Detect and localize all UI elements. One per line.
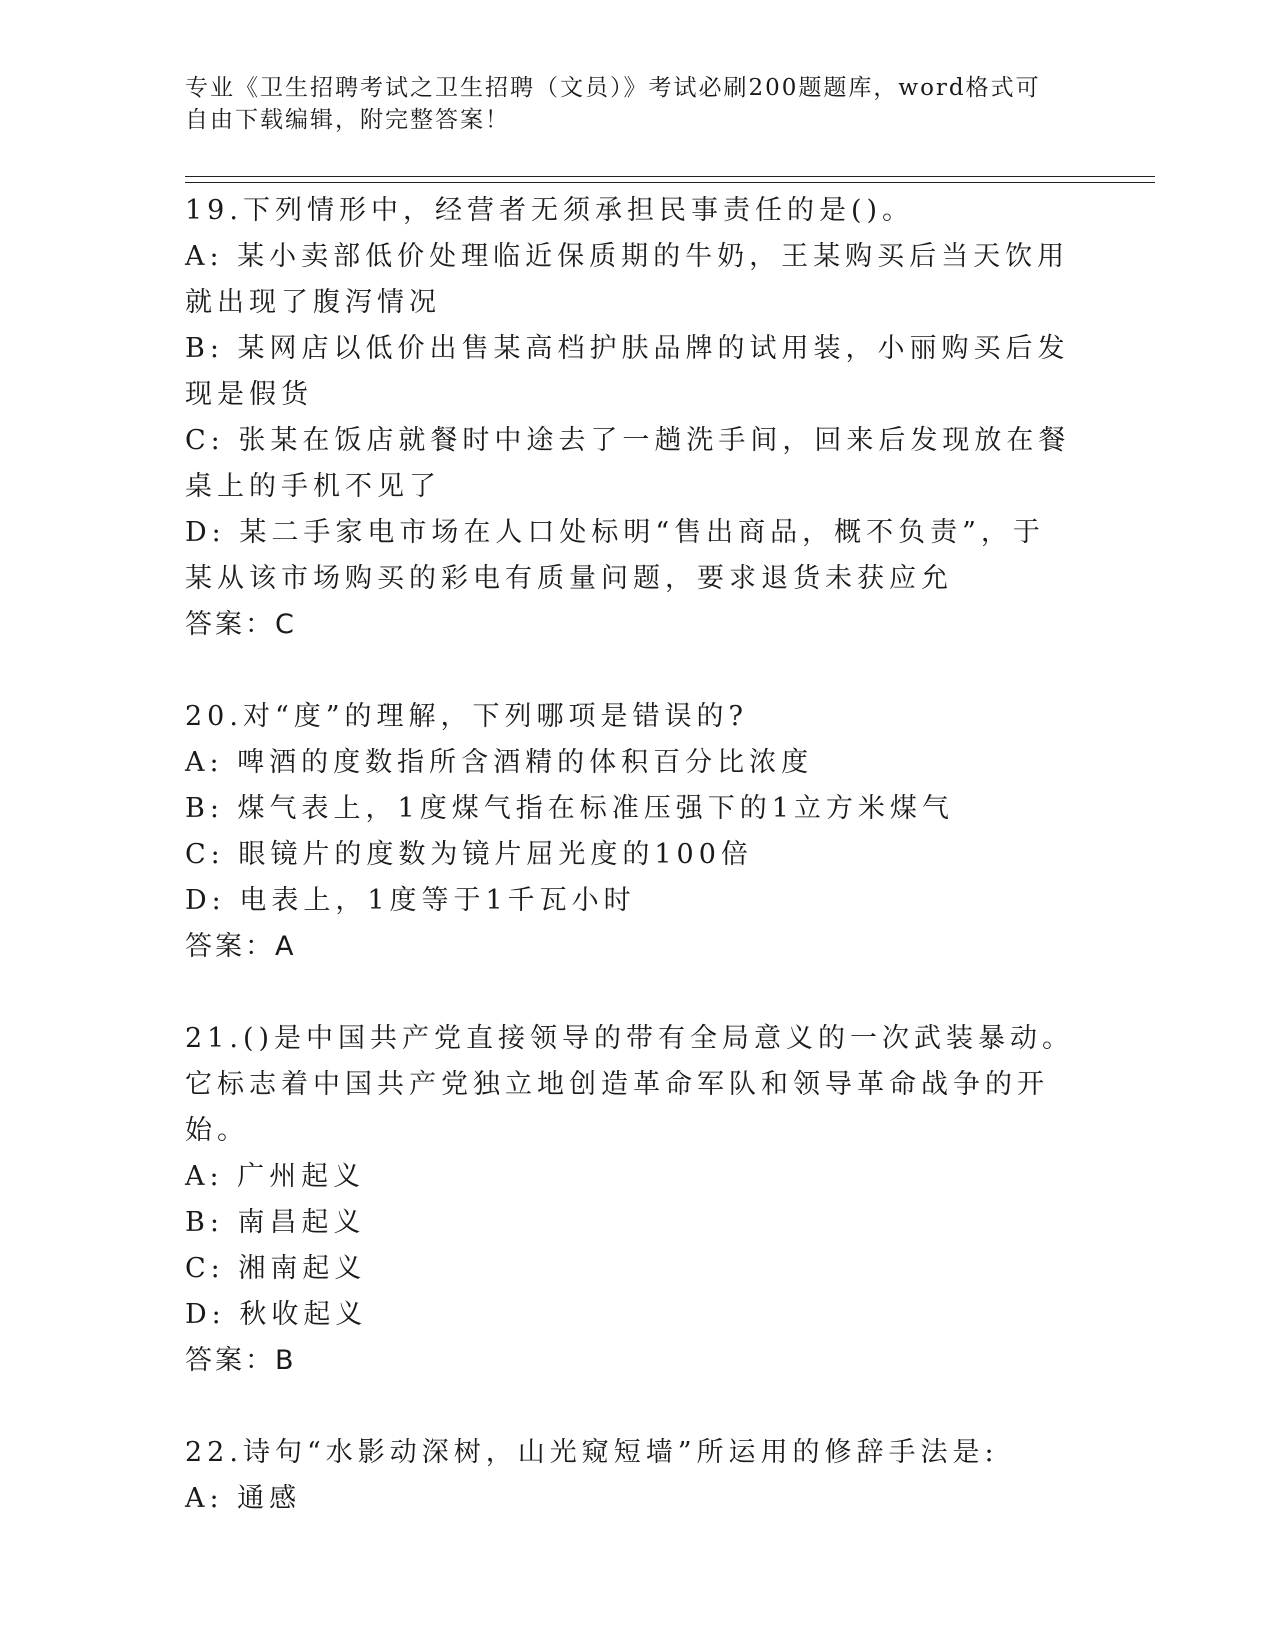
question-stem: 19.下列情形中，经营者无须承担民事责任的是()。 <box>185 195 915 226</box>
option-c: C: 张某在饭店就餐时中途去了一趟洗手间，回来后发现放在餐桌上的手机不见了 <box>185 425 1071 502</box>
question-stem: 20.对“度”的理解，下列哪项是错误的? <box>185 701 749 732</box>
option-d: D: 电表上，1度等于1千瓦小时 <box>185 885 636 916</box>
question-22 <box>185 1430 1075 1522</box>
question-21 <box>185 1016 1075 1384</box>
answer-label: 答案：A <box>185 931 297 962</box>
question-stem: 21.()是中国共产党直接领导的带有全局意义的一次武装暴动。它标志着中国共产党独立地创造革命军队和领导革命战争的开始。 <box>185 1023 1075 1146</box>
option-a: A: 广州起义 <box>185 1161 366 1192</box>
option-d: D: 秋收起义 <box>185 1299 368 1330</box>
option-a: A: 某小卖部低价处理临近保质期的牛奶，王某购买后当天饮用就出现了腹泻情况 <box>185 241 1070 318</box>
question-20 <box>185 694 1075 970</box>
question-19 <box>185 188 1075 648</box>
option-a: A: 通感 <box>185 1483 302 1514</box>
option-b: B: 南昌起义 <box>185 1207 366 1238</box>
header-divider-top <box>185 176 1155 177</box>
option-a: A: 啤酒的度数指所含酒精的体积百分比浓度 <box>185 747 814 778</box>
option-b: B: 煤气表上，1度煤气指在标准压强下的1立方米煤气 <box>185 793 954 824</box>
question-stem: 22.诗句“水影动深树，山光窥短墙”所运用的修辞手法是: <box>185 1437 999 1468</box>
question-list <box>185 188 1075 1568</box>
option-c: C: 湘南起义 <box>185 1253 367 1284</box>
answer-label: 答案：B <box>185 1345 297 1376</box>
option-b: B: 某网店以低价出售某高档护肤品牌的试用装，小丽购买后发现是假货 <box>185 333 1070 410</box>
option-c: C: 眼镜片的度数为镜片屈光度的100倍 <box>185 839 753 870</box>
answer-label: 答案：C <box>185 609 297 640</box>
option-d: D: 某二手家电市场在人口处标明“售出商品，概不负责”，于某从该市场购买的彩电有质量问题，要求退货未获应允 <box>185 517 1045 594</box>
header-divider-bottom <box>185 182 1155 183</box>
document-header: 专业《卫生招聘考试之卫生招聘（文员）》考试必刷200题题库，word格式可自由下载编辑，附完整答案！ <box>185 75 1041 133</box>
